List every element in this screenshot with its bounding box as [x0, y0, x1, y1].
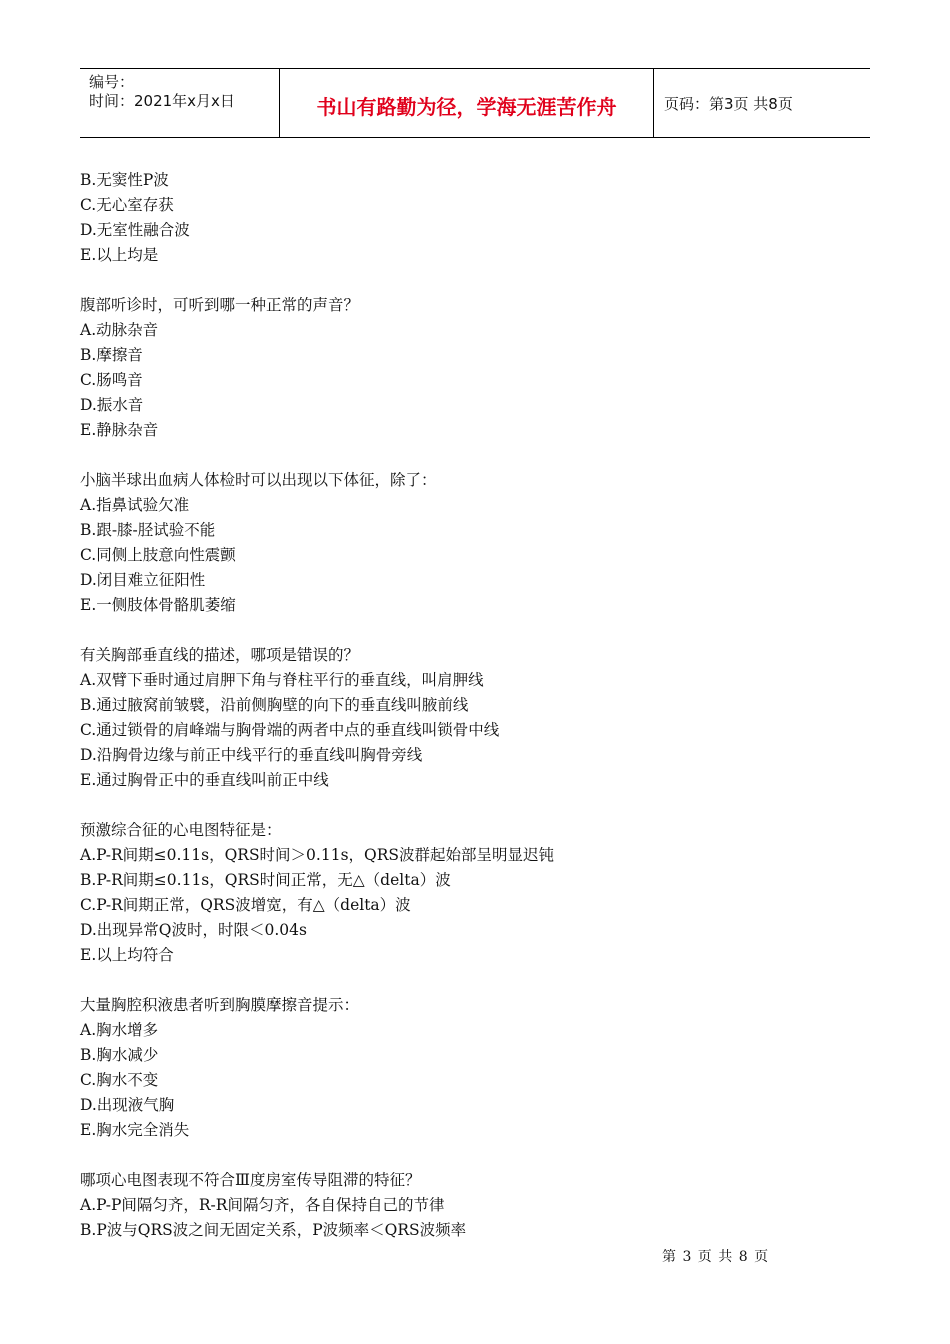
question-option: B.无窦性P波 — [80, 171, 169, 189]
question-stem: 大量胸腔积液患者听到胸膜摩擦音提示： — [80, 996, 360, 1014]
question-option: A.P-P间隔匀齐，R-R间隔匀齐，各自保持自己的节律 — [80, 1196, 445, 1214]
question-stem: 有关胸部垂直线的描述，哪项是错误的？ — [80, 646, 360, 664]
question-stem: 小脑半球出血病人体检时可以出现以下体征，除了： — [80, 471, 437, 489]
header-page-label: 页码：第3页 共8页 — [664, 94, 793, 113]
document-time-label: 时间：2021年x月x日 — [89, 92, 235, 110]
question-option: B.P波与QRS波之间无固定关系，P波频率＜QRS波频率 — [80, 1221, 467, 1239]
question-option: E.以上均是 — [80, 246, 159, 264]
question-option: B.摩擦音 — [80, 346, 143, 364]
question-option: D.出现异常Q波时，时限＜0.04s — [80, 921, 307, 939]
header-info-cell — [80, 69, 280, 137]
question-block — [80, 1168, 880, 1243]
question-option: D.无室性融合波 — [80, 221, 190, 239]
question-option: B.跟-膝-胫试验不能 — [80, 521, 216, 539]
question-option: D.振水音 — [80, 396, 144, 414]
header-motto: 书山有路勤为径，学海无涯苦作舟 — [280, 69, 654, 137]
question-option: E.静脉杂音 — [80, 421, 159, 439]
question-block — [80, 468, 880, 618]
question-option: A.胸水增多 — [80, 1021, 159, 1039]
question-block — [80, 993, 880, 1143]
question-option: B.胸水减少 — [80, 1046, 159, 1064]
question-option: E.一侧肢体骨骼肌萎缩 — [80, 596, 236, 614]
question-option: B.通过腋窝前皱襞，沿前侧胸壁的向下的垂直线叫腋前线 — [80, 696, 469, 714]
question-option: A.指鼻试验欠准 — [80, 496, 190, 514]
question-option: A.P-R间期≤0.11s，QRS时间＞0.11s，QRS波群起始部呈明显迟钝 — [80, 846, 555, 864]
question-option: E.通过胸骨正中的垂直线叫前正中线 — [80, 771, 329, 789]
document-number-label: 编号： — [89, 73, 135, 91]
question-option: A.双臂下垂时通过肩胛下角与脊柱平行的垂直线，叫肩胛线 — [80, 671, 484, 689]
question-option: E.胸水完全消失 — [80, 1121, 190, 1139]
question-option: D.沿胸骨边缘与前正中线平行的垂直线叫胸骨旁线 — [80, 746, 423, 764]
question-option: D.闭目难立征阳性 — [80, 571, 206, 589]
question-stem: 腹部听诊时，可听到哪一种正常的声音？ — [80, 296, 360, 314]
question-option: C.同侧上肢意向性震颤 — [80, 546, 236, 564]
question-block — [80, 818, 880, 968]
question-list — [80, 168, 880, 1268]
question-block — [80, 168, 880, 268]
question-stem: 预激综合征的心电图特征是： — [80, 821, 282, 839]
question-option: C.P-R间期正常，QRS波增宽，有△（delta）波 — [80, 896, 411, 914]
question-option: D.出现液气胸 — [80, 1096, 175, 1114]
question-option: C.胸水不变 — [80, 1071, 159, 1089]
question-option: A.动脉杂音 — [80, 321, 159, 339]
question-option: B.P-R间期≤0.11s，QRS时间正常，无△（delta）波 — [80, 871, 451, 889]
question-block — [80, 293, 880, 443]
page-header — [80, 68, 870, 138]
question-option: C.肠鸣音 — [80, 371, 143, 389]
question-stem: 哪项心电图表现不符合Ⅲ度房室传导阻滞的特征？ — [80, 1171, 421, 1189]
question-option: C.通过锁骨的肩峰端与胸骨端的两者中点的垂直线叫锁骨中线 — [80, 721, 500, 739]
question-option: C.无心室存获 — [80, 196, 174, 214]
page-footer: 第 3 页 共 8 页 — [662, 1249, 770, 1265]
question-block — [80, 643, 880, 793]
question-option: E.以上均符合 — [80, 946, 174, 964]
